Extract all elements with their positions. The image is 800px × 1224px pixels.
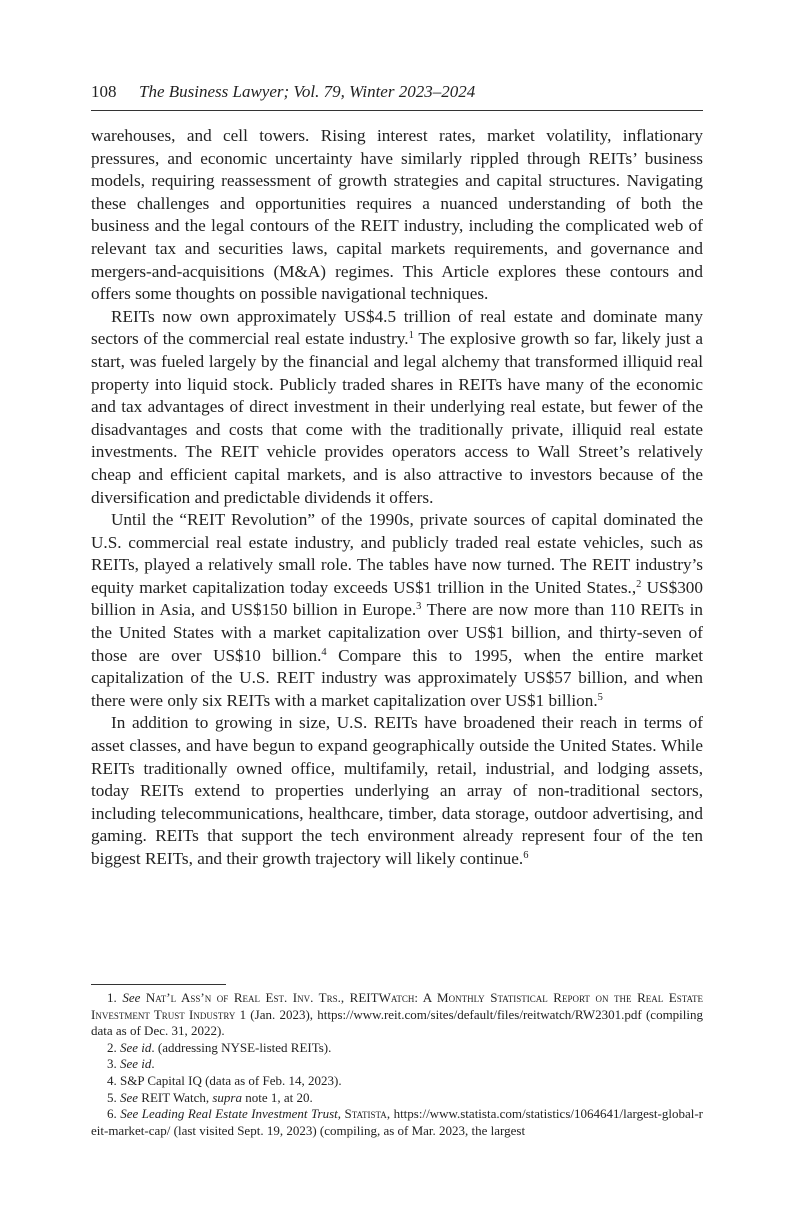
- footnote-1-link[interactable]: https://www.reit.com/sites/default/files/reitwatch/RW2301.pdf: [317, 1006, 642, 1022]
- footnote-4-text: S&P Capital IQ (data as of Feb. 14, 2023).: [120, 1072, 342, 1088]
- paragraph-3-text-a: Until the “REIT Revolution” of the 1990s, private sources of capital dominated the U.S. commercial real estate industry, and publicly traded real estate vehicles, such as REITs, played a relatively small role. The tables have now turned. The REIT industry’s equity market capitalization today exceeds US$1 trillion in the United States.,: [91, 510, 703, 597]
- running-header: [91, 80, 703, 111]
- paragraph-1-text: warehouses, and cell towers. Rising interest rates, market volatility, inflationary pressures, and economic uncertainty have similarly rippled through REITs’ business models, requiring reassessment of growth strategies and capital structures. Navigating these challenges and opportunities requires a nuanced understanding of both the business and the legal contours of the REIT industry, including the complicated web of relevant tax and securities laws, capital markets requirements, and governance and mergers-and-acquisitions (M&A) regimes. This Article explores these contours and offers some thoughts on possible navigational techniques.: [91, 126, 703, 304]
- footnote-ref-6[interactable]: 6: [523, 850, 529, 861]
- footnotes: [91, 990, 703, 1139]
- paragraph-1: [91, 125, 703, 306]
- footnote-2-signal: See id: [120, 1039, 152, 1055]
- footnote-ref-2[interactable]: 2: [636, 578, 642, 590]
- footnote-6-title: See Leading Real Estate Investment Trust: [120, 1106, 338, 1122]
- footnote-6-number: 6.: [107, 1106, 117, 1122]
- paragraph-2-text-a: REITs now own approximately US$4.5 trillion of real estate and dominate many sectors of the commercial real estate industry.: [91, 306, 703, 349]
- footnote-1-number: 1.: [107, 990, 117, 1005]
- paragraph-2-text-b: The explosive growth so far, likely just a start, was fueled largely by the financial and legal alchemy that transformed illiquid real property into liquid stock. Publicly traded shares in REITs have many of the economic and tax advantages of direct investment in their underlying real estate, but fewer of the disadvantages and costs that come with the traditionally private, illiquid real estate investments. The REIT vehicle provides operators access to Wall Street’s relatively cheap and efficient capital markets, and is also attractive to investors because of the diversification and predictable dividends it offers.: [91, 329, 704, 507]
- paragraph-2: [91, 306, 703, 509]
- footnote-5-number: 5.: [107, 1089, 117, 1105]
- footnote-ref-5[interactable]: 5: [597, 691, 603, 703]
- footnote-5: [91, 1090, 703, 1107]
- footnote-1-source: Nat’l Ass’n of Real Est. Inv. Trs., REITWatch: A Monthly Statistical Report on the Real Estate Investment Trust Industry: [91, 990, 704, 1022]
- footnote-5-signal: See: [120, 1089, 139, 1105]
- page-number: 108: [91, 82, 117, 101]
- footnote-divider: [91, 984, 226, 985]
- footnote-1-cite: 1 (Jan. 2023),: [235, 1006, 318, 1022]
- footnote-ref-4[interactable]: 4: [321, 646, 327, 658]
- footnote-6-parenthetical: (last visited Sept. 19, 2023) (compiling, as of Mar. 2023, the largest: [170, 1122, 526, 1138]
- footnote-ref-1[interactable]: 1: [408, 330, 414, 342]
- paragraph-3-text-d: Compare this to 1995, when the entire market capitalization of the U.S. REIT industry was approximately US$57 billion, and when there were only six REITs with a market capitalization over US$1 billion.: [91, 645, 703, 710]
- footnote-5-text: note 1, at 20.: [241, 1089, 313, 1105]
- footnote-6-source: Statista: [344, 1106, 387, 1122]
- paragraph-3-text-b: US$300 billion in Asia, and US$150 billion in Europe.: [91, 577, 703, 620]
- article-body: [91, 125, 703, 871]
- footnote-3-signal: See id: [120, 1056, 152, 1072]
- footnote-4: [91, 1073, 703, 1090]
- footnote-6-link[interactable]: https://www.statista.com/statistics/1064641/largest-global-reit-market-cap/: [91, 1106, 703, 1138]
- footnote-ref-3[interactable]: 3: [416, 601, 422, 613]
- footnote-3-text: .: [151, 1056, 155, 1072]
- footnote-6: [91, 1106, 703, 1139]
- footnote-5-source: REIT Watch,: [138, 1089, 213, 1105]
- paragraph-4-text: In addition to growing in size, U.S. REITs have broadened their reach in terms of asset classes, and have begun to expand geographically outside the United States. While REITs traditionally owned office, multifamily, retail, industrial, and lodging assets, today REITs extend to properties underlying an array of non-traditional sectors, including telecommunications, healthcare, timber, data storage, outdoor advertising, and gaming. REITs that support the tech environment already represent four of the ten biggest REITs, and their growth trajectory will likely continue.: [91, 713, 703, 868]
- footnote-2-text: . (addressing NYSE-listed REITs).: [151, 1039, 332, 1055]
- footnote-1: [91, 990, 703, 1040]
- footnote-2: [91, 1040, 703, 1057]
- paragraph-3-text-c: There are now more than 110 REITs in the United States with a market capitalization over US$1 billion, and thirty-seven of those are over US$10 billion.: [91, 600, 704, 665]
- paragraph-4: [91, 712, 703, 870]
- paragraph-3: [91, 509, 703, 712]
- journal-title: The Business Lawyer; Vol. 79, Winter 2023–2024: [139, 82, 476, 101]
- footnote-3: [91, 1056, 703, 1073]
- footnote-2-number: 2.: [107, 1039, 117, 1055]
- footnote-6-separator: ,: [337, 1106, 345, 1122]
- footnote-3-number: 3.: [107, 1056, 117, 1072]
- footnote-1-signal: See: [122, 990, 141, 1005]
- footnote-6-separator-2: ,: [386, 1106, 394, 1122]
- footnote-5-supra: supra: [212, 1089, 242, 1105]
- footnote-4-number: 4.: [107, 1072, 117, 1088]
- footnote-1-parenthetical: (compiling data as of Dec. 31, 2022).: [91, 1006, 704, 1039]
